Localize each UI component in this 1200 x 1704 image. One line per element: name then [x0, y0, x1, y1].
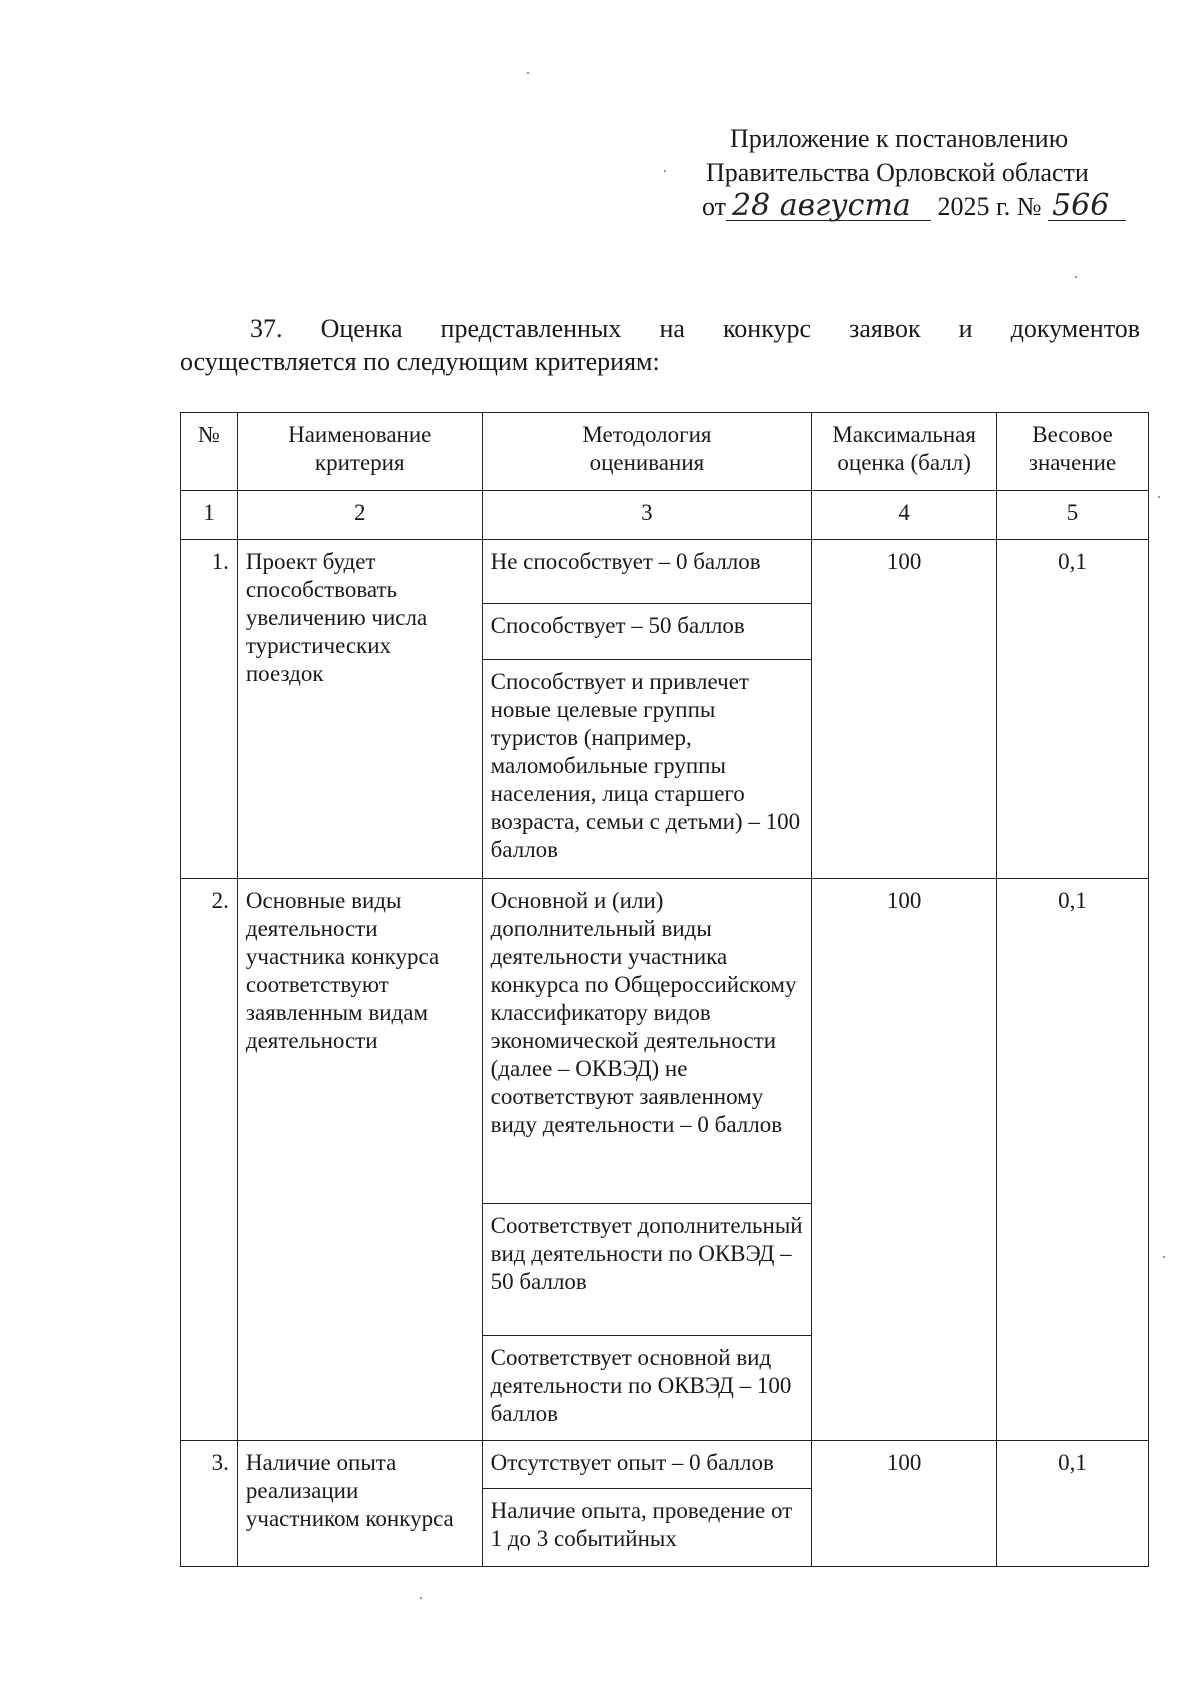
table-row — [181, 879, 1149, 1204]
colnum-2: 2 — [237, 491, 482, 540]
header-method: Методология оценивания — [482, 413, 812, 491]
year-label: 2025 г. № — [937, 192, 1042, 221]
colnum-3: 3 — [482, 491, 812, 540]
date-prefix: от — [702, 192, 727, 221]
row-2-method-1: Основной и (или) дополнительный виды деятельности участника конкурса по Общероссийскому классификатору видов экономической деятельности (далее – ОКВЭД) не соответствуют заявленному виду деятельности – 0 баллов — [482, 879, 812, 1204]
scan-speck — [527, 72, 529, 74]
row-3-method-2: Наличие опыта, проведение от 1 до 3 событийных — [482, 1489, 812, 1567]
scan-speck — [420, 1597, 422, 1599]
scan-speck — [664, 170, 666, 172]
colnum-4: 4 — [812, 491, 997, 540]
row-3-weight: 0,1 — [997, 1441, 1149, 1567]
scan-speck — [1075, 276, 1077, 278]
header-weight: Весовое значение — [997, 413, 1149, 491]
row-2-max: 100 — [812, 879, 997, 1441]
colnum-5: 5 — [997, 491, 1149, 540]
table-colnum-row — [181, 491, 1149, 540]
criteria-table — [180, 412, 1149, 1567]
row-1-weight: 0,1 — [997, 540, 1149, 879]
header-line-2: Правительства Орловской области — [706, 158, 1089, 187]
paragraph-37 — [180, 312, 1140, 378]
row-2-name: Основные виды деятельности участника конкурса соответствуют заявленным видам деятельности — [237, 879, 482, 1441]
header-line-1: Приложение к постановлению — [730, 124, 1069, 153]
header-line-3 — [690, 190, 1160, 224]
table-header-row — [181, 413, 1149, 491]
row-2-num: 2. — [181, 879, 238, 1441]
handwritten-number: 566 — [1048, 192, 1126, 221]
row-3-name: Наличие опыта реализации участником конкурса — [237, 1441, 482, 1567]
row-1-method-2: Способствует – 50 баллов — [482, 604, 812, 660]
row-1-max: 100 — [812, 540, 997, 879]
row-2-method-3: Соответствует основной вид деятельности по ОКВЭД – 100 баллов — [482, 1336, 812, 1441]
row-1-num: 1. — [181, 540, 238, 879]
header-num: № — [181, 413, 238, 491]
row-1-method-1: Не способствует – 0 баллов — [482, 540, 812, 604]
table-row — [181, 1441, 1149, 1489]
header-name: Наименование критерия — [237, 413, 482, 491]
scan-speck — [1163, 1256, 1165, 1258]
row-3-method-1: Отсутствует опыт – 0 баллов — [482, 1441, 812, 1489]
paragraph-line-2: осуществляется по следующим критериям: — [180, 347, 660, 376]
row-2-method-2: Соответствует дополнительный вид деятельности по ОКВЭД – 50 баллов — [482, 1204, 812, 1336]
colnum-1: 1 — [181, 491, 238, 540]
row-1-method-3: Способствует и привлечет новые целевые группы туристов (например, маломобильные группы населения, лица старшего возраста, семьи с детьми) – 100 баллов — [482, 660, 812, 879]
table-row — [181, 540, 1149, 604]
row-3-max: 100 — [812, 1441, 997, 1567]
handwritten-date: 28 августа — [726, 192, 931, 221]
row-1-name: Проект будет способствовать увеличению числа туристических поездок — [237, 540, 482, 879]
row-3-num: 3. — [181, 1441, 238, 1567]
paragraph-line-1: 37. Оценка представленных на конкурс заявок и документов — [250, 314, 1140, 343]
scan-speck — [1158, 496, 1160, 498]
document-header — [690, 122, 1160, 224]
row-2-weight: 0,1 — [997, 879, 1149, 1441]
header-max: Максимальная оценка (балл) — [812, 413, 997, 491]
